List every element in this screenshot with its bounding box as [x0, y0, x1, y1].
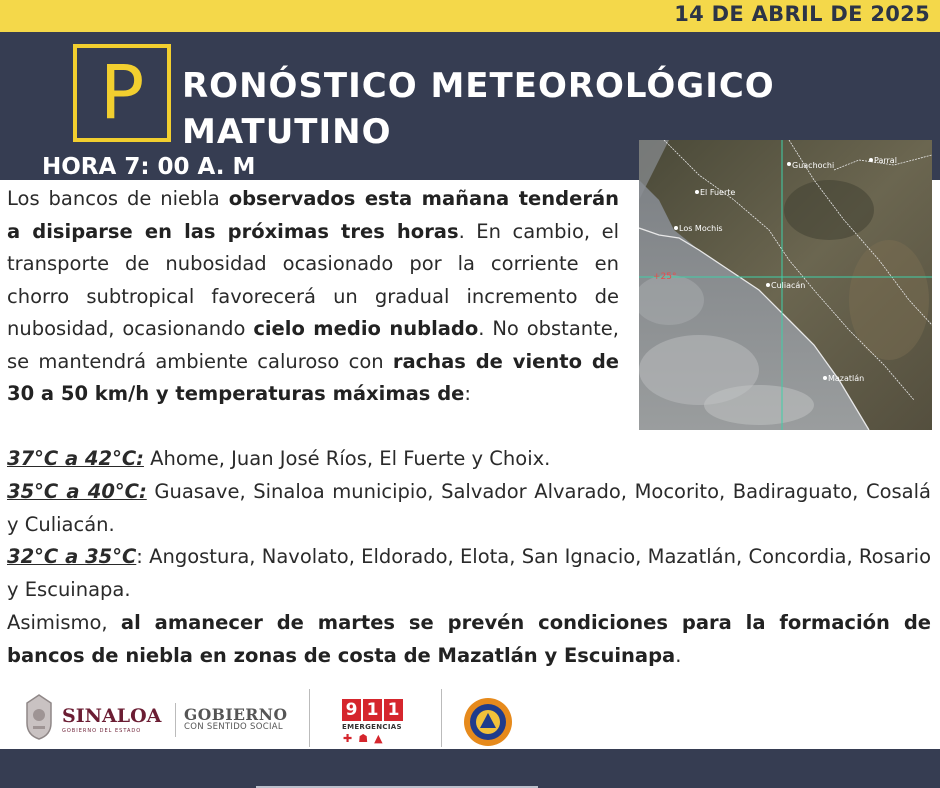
satellite-image — [639, 140, 932, 430]
sinaloa-logo-text: SINALOA — [62, 705, 162, 727]
temperature-range-2 — [7, 476, 931, 541]
range-label-3: 32°C a 35°C — [7, 545, 137, 568]
proteccion-civil-icon — [463, 697, 513, 747]
sat-label-mazatlan: Mazatlán — [828, 374, 865, 383]
initial-letter-box — [73, 44, 171, 142]
bottom-band — [0, 749, 940, 788]
sat-label-el-fuerte: El Fuerte — [700, 188, 736, 197]
911-digit-1: 9 — [342, 699, 361, 721]
911-digit-2: 1 — [363, 699, 382, 721]
page-title-line1: RONÓSTICO METEOROLÓGICO — [182, 66, 775, 106]
final-text2: . — [675, 643, 682, 667]
range-label-1: 37°C a 42°C: — [7, 447, 144, 470]
sinaloa-logo-subtext: GOBIERNO DEL ESTADO — [62, 728, 142, 734]
fog-notice — [7, 607, 931, 672]
para1-text2: . En cambio, el transporte de nubosidad ocasionado por la corriente en chorro subtropical favorecerá un gradual incremento de nubosidad, ocasionando — [7, 219, 619, 340]
emergencias-label: EMERGENCIAS — [342, 723, 402, 731]
gobierno-logo-text: GOBIERNO — [184, 705, 288, 724]
sat-label-lat: +25° — [653, 272, 677, 282]
temperature-range-3 — [7, 541, 931, 606]
sat-label-culiacan: Culiacán — [771, 281, 806, 290]
final-text1: Asimismo, — [7, 611, 121, 634]
range-places-2: Guasave, Sinaloa municipio, Salvador Alvarado, Mocorito, Badiraguato, Cosalá y Culiacán. — [7, 480, 931, 536]
temperature-range-1 — [7, 443, 931, 476]
forecast-paragraph — [7, 183, 619, 411]
range-places-3: : Angostura, Navolato, Eldorado, Elota, San Ignacio, Mazatlán, Concordia, Rosario y Escuinapa. — [7, 545, 931, 601]
para1-bold2: cielo medio nublado — [253, 317, 479, 340]
initial-letter: P — [99, 50, 145, 136]
page-title-line2: MATUTINO — [182, 112, 392, 152]
range-places-1: Ahome, Juan José Ríos, El Fuerte y Choix. — [143, 447, 551, 470]
sat-label-parral: Parral — [874, 156, 897, 165]
para1-text4: : — [464, 382, 471, 405]
top-date-band — [0, 0, 940, 32]
final-bold1: al amanecer de martes se prevén condiciones para la formación de bancos de niebla en zonas de costa de Mazatlán y Escuinapa — [7, 611, 931, 667]
logo-divider — [175, 703, 176, 737]
para1-bold1: observados esta mañana tenderán a disiparse en las próximas tres horas — [7, 187, 619, 243]
footer-logos — [0, 685, 940, 749]
state-shield-icon — [24, 693, 54, 741]
range-label-2: 35°C a 40°C: — [7, 480, 147, 503]
logo-divider — [441, 689, 442, 747]
sat-label-guachochi: Guachochi — [792, 161, 835, 170]
gobierno-logo-subtext: CON SENTIDO SOCIAL — [184, 722, 283, 732]
logo-divider — [309, 689, 310, 747]
date-label: 14 DE ABRIL DE 2025 — [674, 2, 930, 26]
para1-text3: . No obstante, se mantendrá ambiente caluroso con — [7, 317, 619, 373]
para1-bold3: rachas de viento de 30 a 50 km/h y temperaturas máximas de — [7, 349, 619, 405]
sat-label-los-mochis: Los Mochis — [679, 224, 723, 233]
emergency-services-icon: ✚☗▲ — [343, 732, 389, 745]
para1-text1: Los bancos de niebla — [7, 187, 229, 210]
time-label: HORA 7: 00 A. M — [42, 154, 256, 180]
911-digit-3: 1 — [384, 699, 403, 721]
